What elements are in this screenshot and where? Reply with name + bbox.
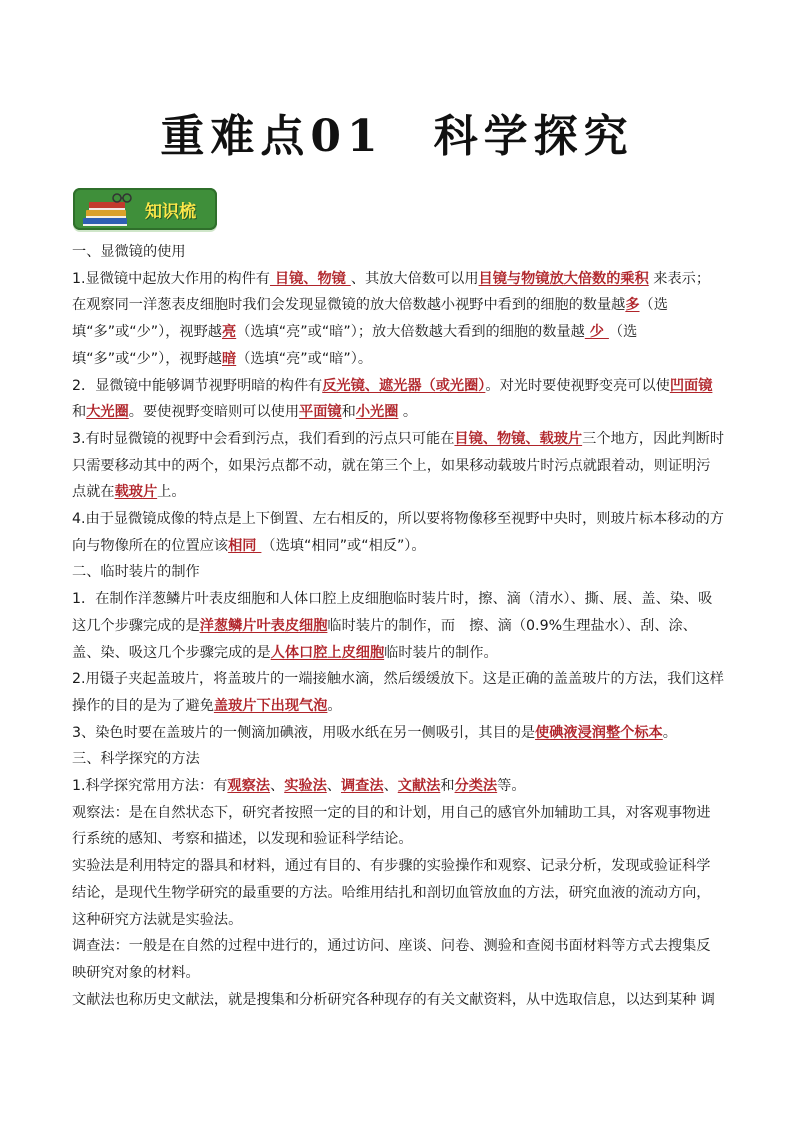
answer: 小光圈 — [355, 404, 399, 421]
answer: 载玻片 — [114, 484, 158, 501]
text: 、其放大倍数可以用 — [350, 270, 479, 287]
section-heading-slide: 二、临时装片的制作 — [72, 564, 200, 581]
text: 。 — [327, 697, 342, 714]
paragraph-survey: 调查法：一般是在自然的过程中进行的，通过访问、座谈、问卷、测验和查阅书面材料等方式去搜集反映研究对象的材料。 — [72, 938, 711, 981]
answer: 亮 — [222, 324, 237, 341]
knowledge-badge — [73, 188, 217, 230]
section-heading-methods: 三、科学探究的方法 — [72, 751, 200, 768]
answer: 调查法 — [340, 778, 384, 795]
paragraph-experiment: 实验法是利用特定的器具和材料，通过有目的、有步骤的实验操作和观察、记录分析，发现或验证科学结论，是现代生物学研究的最重要的方法。哈维用结扎和剖切血管放血的方法，研究血液的流动方向，这种研究方法就是实验法。 — [72, 858, 711, 928]
answer: 观察法 — [227, 778, 270, 795]
text: 临时装片的制作，而 擦、滴（0.9%生理盐水）、刮、涂、盖、染、吸这几个步骤完成的是 — [72, 617, 697, 661]
text: 和 — [72, 404, 87, 421]
books-icon — [79, 190, 135, 230]
answer: 盖玻片下出现气泡 — [213, 697, 328, 714]
answer: 目镜、物镜、载玻片 — [454, 430, 583, 447]
text: 上。 — [157, 484, 186, 501]
text: 、 — [326, 778, 341, 795]
answer: 实验法 — [284, 778, 327, 795]
text: （选填“多”或“少”），视野越 — [72, 324, 638, 367]
paragraph-1-2 — [72, 373, 724, 426]
text: 三个地方，因此判断时只需要移动其中的两个，如果污点都不动，就在第三个上，如果移动载玻片时污点就跟着动，则证明污点就在 — [72, 430, 725, 501]
answer: 多 — [625, 297, 640, 314]
paragraph-1-3 — [72, 426, 724, 506]
text: 。 — [662, 724, 677, 741]
paragraph-literature: 文献法也称历史文献法，就是搜集和分析研究各种现存的有关文献资料，从中选取信息，以达到某种 调 — [72, 991, 715, 1008]
text: 和 — [341, 404, 356, 421]
paragraph-2-3 — [72, 720, 724, 747]
answer: 平面镜 — [299, 404, 342, 421]
text: 等。 — [497, 778, 526, 795]
text: 来表示；在观察同一洋葱表皮细胞时我们会发现显微镜的放大倍数越小视野中看到的细胞的数量越 — [72, 270, 711, 314]
text: 1．在制作洋葱鳞片叶表皮细胞和人体口腔上皮细胞临时装片时，擦、滴（清水）、撕、展、盖、染、吸这几个步骤完成的是 — [72, 591, 713, 634]
section-heading-microscope: 一、显微镜的使用 — [72, 244, 186, 260]
paragraph-2-1 — [72, 586, 724, 666]
text: 3.有时显微镜的视野中会看到污点，我们看到的污点只可能在 — [72, 430, 455, 447]
answer: 目镜、物镜 — [269, 270, 351, 287]
answer: 大光圈 — [86, 404, 129, 421]
content-body — [72, 239, 724, 1013]
answer: 分类法 — [454, 778, 498, 795]
text: 2.用镊子夹起盖玻片，将盖玻片的一端接触水滴，然后缓缓放下。这是正确的盖盖玻片的方法，我们这样操作的目的是为了避免 — [72, 671, 724, 714]
text: 。 — [398, 404, 418, 421]
text: （选填“多”或“少”），视野越 — [72, 297, 668, 341]
paragraph-observation: 观察法：是在自然状态下，研究者按照一定的目的和计划，用自己的感官外加辅助工具，对客观事物进行系统的感知、考察和描述，以发现和验证科学结论。 — [72, 804, 711, 848]
badge-label: 知识梳 — [145, 202, 196, 222]
answer: 使碘液浸润整个标本 — [535, 724, 663, 741]
text: （选填“亮”或“暗”）。 — [236, 350, 373, 367]
text: 、 — [383, 778, 398, 795]
text: 4.由于显微镜成像的特点是上下倒置、左右相反的，所以要将物像移至视野中央时，则玻片标本移动的方向与物像所在的位置应该 — [72, 511, 724, 554]
answer: 文献法 — [397, 778, 441, 795]
answer: 反光镜、遮光器（或光圈） — [322, 377, 486, 394]
text: （选填“相同”或“相反”）。 — [261, 537, 426, 554]
answer: 相同 — [228, 537, 262, 554]
text: 1.科学探究常用方法：有 — [72, 778, 228, 795]
answer: 少 — [584, 324, 609, 341]
paragraph-2-2 — [72, 666, 724, 719]
text: 3、染色时要在盖玻片的一侧滴加碘液，用吸水纸在另一侧吸引，其目的是 — [72, 724, 536, 741]
text: 2．显微镜中能够调节视野明暗的构件有 — [72, 377, 323, 394]
text: （选填“亮”或“暗”）；放大倍数越大看到的细胞的数量越 — [236, 324, 585, 341]
text: 临时装片的制作。 — [384, 644, 498, 661]
answer: 目镜与物镜放大倍数的乘积 — [478, 270, 649, 287]
paragraph-3-1 — [72, 773, 724, 800]
page-title: 重难点01 科学探究 — [160, 111, 634, 162]
text: 1.显微镜中起放大作用的构件有 — [72, 270, 270, 287]
answer: 凹面镜 — [669, 377, 713, 394]
text: 。要使视野变暗则可以使用 — [128, 404, 300, 421]
paragraph-1-1 — [72, 266, 724, 373]
text: 。对光时要使视野变亮可以使 — [485, 377, 670, 394]
answer: 洋葱鳞片叶表皮细胞 — [199, 617, 328, 634]
answer: 人体口腔上皮细胞 — [270, 644, 385, 661]
answer: 暗 — [222, 350, 237, 367]
text: 和 — [440, 778, 455, 795]
paragraph-1-4 — [72, 506, 724, 559]
text: 、 — [270, 778, 285, 795]
